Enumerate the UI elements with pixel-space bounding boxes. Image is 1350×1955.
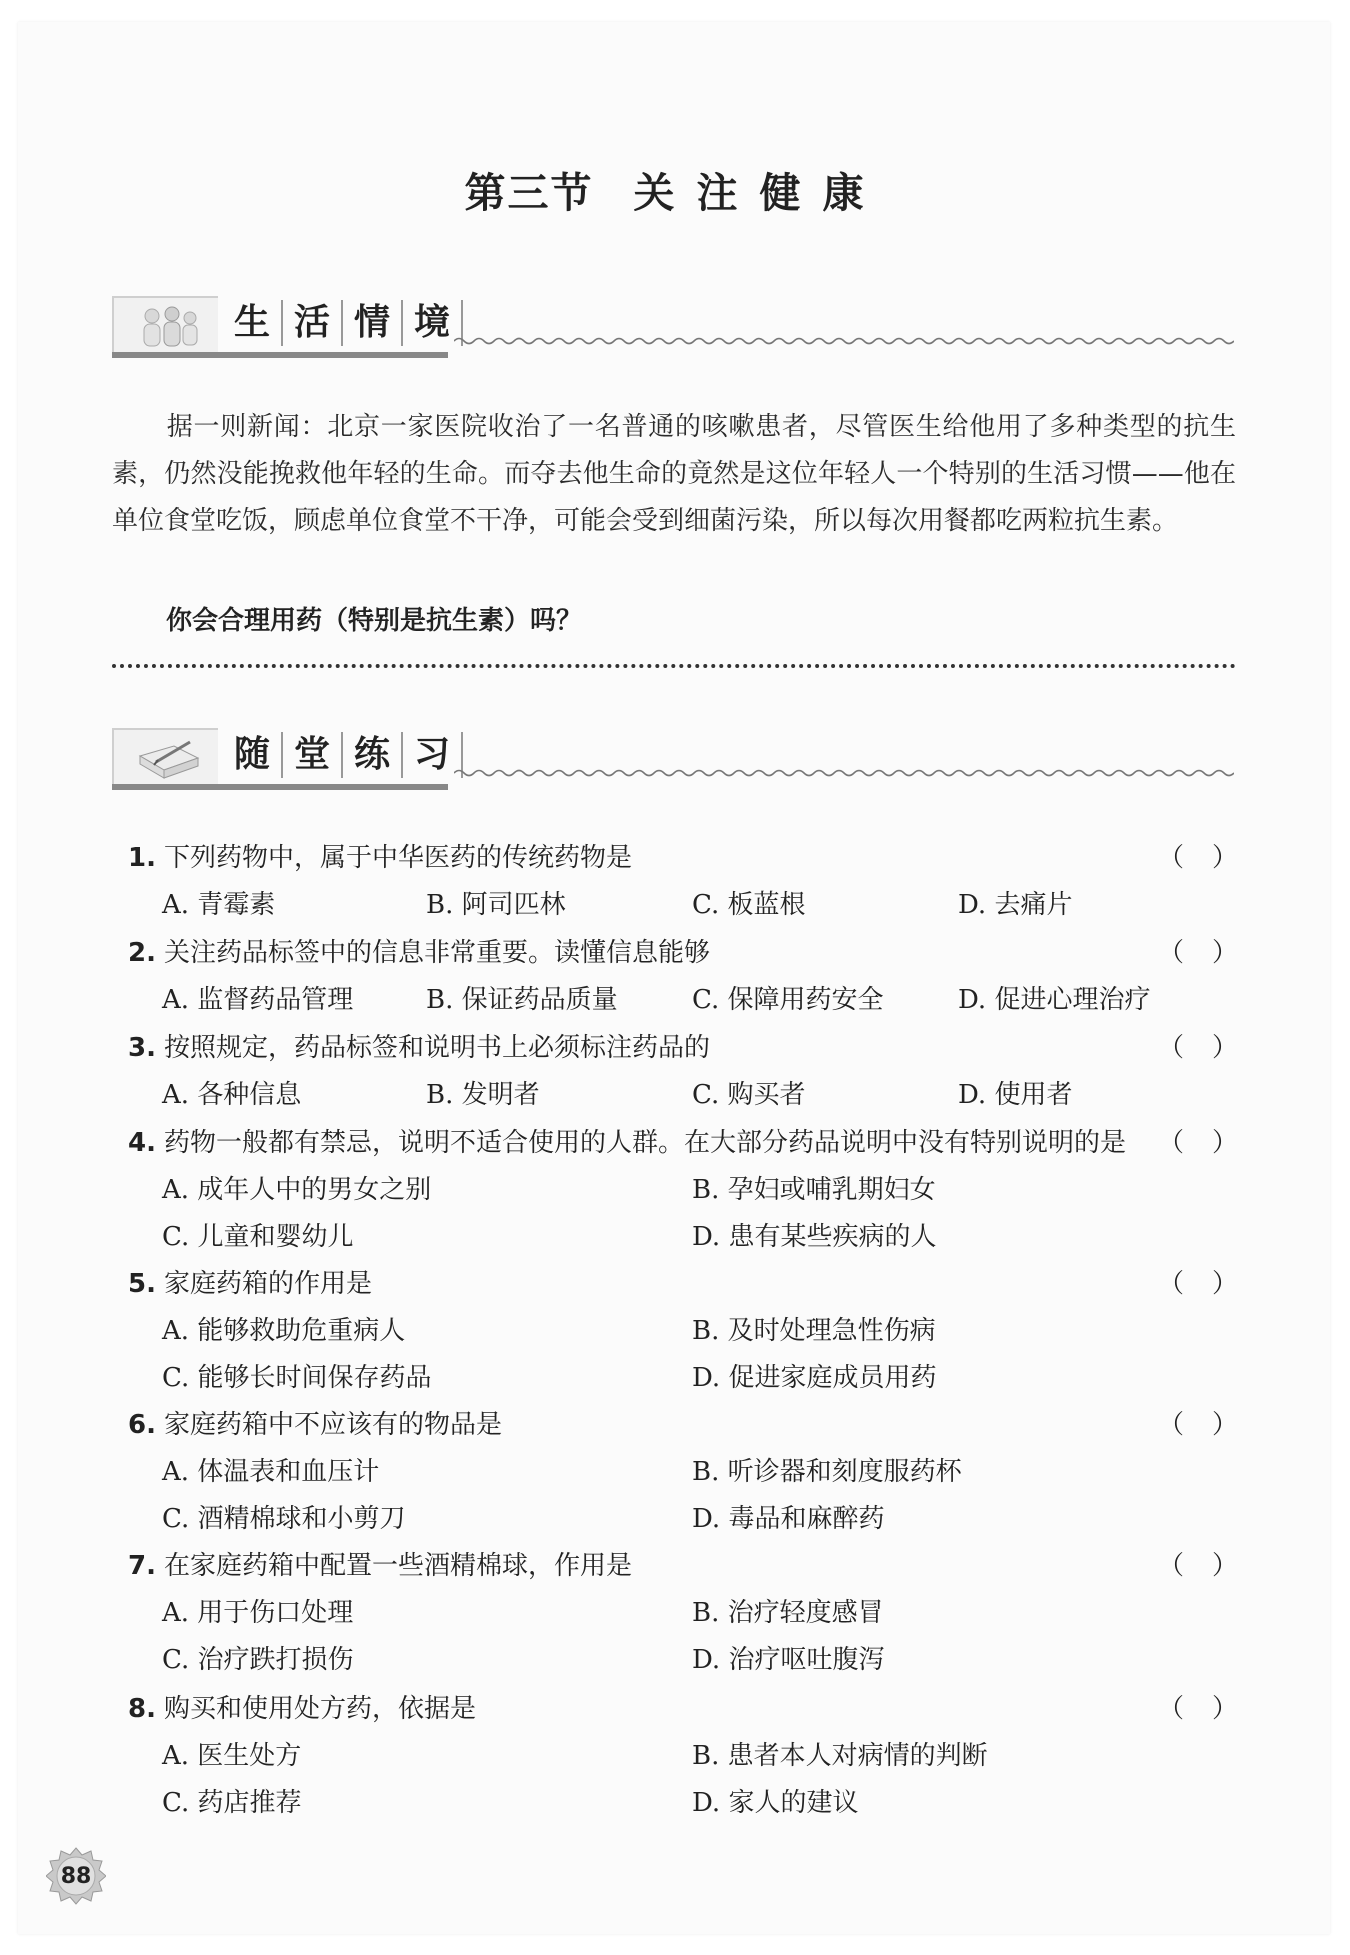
answer-paren-open: （ bbox=[1158, 1551, 1185, 1581]
answer-blank[interactable] bbox=[1158, 838, 1238, 878]
answer-option[interactable]: B. 听诊器和刻度服药杯 bbox=[692, 1457, 962, 1487]
answer-option[interactable]: C. 板蓝根 bbox=[692, 890, 806, 920]
answer-option[interactable]: D. 患有某些疾病的人 bbox=[692, 1222, 937, 1252]
question-number: 7. bbox=[128, 1551, 156, 1581]
answer-option[interactable]: B. 阿司匹林 bbox=[426, 890, 566, 920]
dotted-divider bbox=[112, 664, 1236, 668]
answer-option[interactable]: A. 成年人中的男女之别 bbox=[162, 1175, 432, 1205]
section-title-char: 练 bbox=[343, 732, 403, 778]
answer-paren-close: ） bbox=[1211, 1269, 1238, 1299]
question-stem bbox=[128, 1264, 1238, 1304]
section-title-char: 生 bbox=[230, 300, 283, 346]
answer-paren-open: （ bbox=[1158, 938, 1185, 968]
answer-option[interactable]: D. 治疗呕吐腹泻 bbox=[692, 1645, 885, 1675]
title-topic: 关注健康 bbox=[633, 169, 886, 217]
question-number: 6. bbox=[128, 1410, 156, 1440]
answer-paren-open: （ bbox=[1158, 1033, 1185, 1063]
answer-blank[interactable] bbox=[1158, 1546, 1238, 1586]
title-section-number: 第三节 bbox=[464, 169, 594, 217]
answer-option[interactable]: C. 保障用药安全 bbox=[692, 985, 884, 1015]
answer-option[interactable]: C. 购买者 bbox=[692, 1080, 806, 1110]
question-text: 家庭药箱中不应该有的物品是 bbox=[163, 1410, 502, 1440]
answer-option[interactable]: D. 促进家庭成员用药 bbox=[692, 1363, 937, 1393]
page-number: 88 bbox=[60, 1863, 92, 1889]
answer-blank[interactable] bbox=[1158, 1405, 1238, 1445]
answer-paren-open: （ bbox=[1158, 1694, 1185, 1724]
story-paragraph bbox=[112, 404, 1236, 545]
question-text: 购买和使用处方药，依据是 bbox=[163, 1694, 476, 1724]
section-title bbox=[230, 730, 463, 780]
section-underline bbox=[112, 352, 448, 358]
answer-paren-close: ） bbox=[1211, 1694, 1238, 1724]
question-text: 关注药品标签中的信息非常重要。读懂信息能够 bbox=[163, 938, 710, 968]
question-number: 1. bbox=[128, 843, 156, 873]
section-title-char: 随 bbox=[230, 732, 283, 778]
answer-paren-open: （ bbox=[1158, 1269, 1185, 1299]
answer-option[interactable]: B. 孕妇或哺乳期妇女 bbox=[692, 1175, 936, 1205]
section-header-practice bbox=[112, 728, 1236, 792]
question-number: 3. bbox=[128, 1033, 156, 1063]
people-icon bbox=[112, 296, 218, 356]
section-title-char: 境 bbox=[403, 300, 463, 346]
story-text: 据一则新闻：北京一家医院收治了一名普通的咳嗽患者，尽管医生给他用了多种类型的抗生素，仍然没能挽救他年轻的生命。而夺去他生命的竟然是这位年轻人一个特别的生活习惯——他在单位食堂吃饭，顾虑单位食堂不干净，可能会受到细菌污染，所以每次用餐都吃两粒抗生素。 bbox=[112, 412, 1236, 536]
question-number: 4. bbox=[128, 1128, 156, 1158]
answer-paren-open: （ bbox=[1158, 843, 1185, 873]
answer-option[interactable]: C. 能够长时间保存药品 bbox=[162, 1363, 432, 1393]
answer-option[interactable]: A. 用于伤口处理 bbox=[162, 1598, 354, 1628]
answer-blank[interactable] bbox=[1158, 1264, 1238, 1304]
notebook-pen-icon bbox=[112, 728, 218, 788]
wavy-divider bbox=[454, 334, 1234, 348]
section-title-char: 情 bbox=[343, 300, 403, 346]
story-question: 你会合理用药（特别是抗生素）吗？ bbox=[166, 606, 583, 636]
answer-option[interactable]: B. 患者本人对病情的判断 bbox=[692, 1741, 988, 1771]
answer-paren-close: ） bbox=[1211, 1410, 1238, 1440]
answer-option[interactable]: D. 毒品和麻醉药 bbox=[692, 1504, 885, 1534]
question-number: 5. bbox=[128, 1269, 156, 1299]
answer-paren-open: （ bbox=[1158, 1410, 1185, 1440]
answer-paren-open: （ bbox=[1158, 1128, 1185, 1158]
question-text: 下列药物中，属于中华医药的传统药物是 bbox=[163, 843, 632, 873]
answer-option[interactable]: A. 青霉素 bbox=[162, 890, 276, 920]
answer-option[interactable]: A. 能够救助危重病人 bbox=[162, 1316, 406, 1346]
answer-paren-close: ） bbox=[1211, 1551, 1238, 1581]
answer-paren-close: ） bbox=[1211, 1033, 1238, 1063]
answer-paren-close: ） bbox=[1211, 1128, 1238, 1158]
answer-option[interactable]: B. 发明者 bbox=[426, 1080, 540, 1110]
page-number-badge bbox=[46, 1846, 106, 1906]
question-text: 家庭药箱的作用是 bbox=[163, 1269, 372, 1299]
question-text: 药物一般都有禁忌，说明不适合使用的人群。在大部分药品说明中没有特别说明的是 bbox=[163, 1128, 1126, 1158]
answer-paren-close: ） bbox=[1211, 938, 1238, 968]
answer-blank[interactable] bbox=[1158, 1689, 1238, 1729]
answer-option[interactable]: D. 去痛片 bbox=[958, 890, 1073, 920]
answer-blank[interactable] bbox=[1158, 933, 1238, 973]
section-title bbox=[230, 298, 463, 348]
section-title-char: 堂 bbox=[283, 732, 343, 778]
question-stem bbox=[128, 1546, 1238, 1586]
section-header-life-scenario bbox=[112, 296, 1236, 360]
section-title-char: 活 bbox=[283, 300, 343, 346]
answer-option[interactable]: D. 使用者 bbox=[958, 1080, 1073, 1110]
answer-option[interactable]: C. 药店推荐 bbox=[162, 1788, 302, 1818]
answer-option[interactable]: D. 促进心理治疗 bbox=[958, 985, 1151, 1015]
answer-blank[interactable] bbox=[1158, 1123, 1238, 1163]
answer-option[interactable]: B. 治疗轻度感冒 bbox=[692, 1598, 884, 1628]
question-stem bbox=[128, 1028, 1238, 1068]
section-title-char: 习 bbox=[403, 732, 463, 778]
answer-option[interactable]: A. 各种信息 bbox=[162, 1080, 302, 1110]
question-number: 8. bbox=[128, 1694, 156, 1724]
answer-option[interactable]: C. 酒精棉球和小剪刀 bbox=[162, 1504, 406, 1534]
answer-blank[interactable] bbox=[1158, 1028, 1238, 1068]
question-stem bbox=[128, 838, 1238, 878]
answer-option[interactable]: D. 家人的建议 bbox=[692, 1788, 859, 1818]
question-text: 按照规定，药品标签和说明书上必须标注药品的 bbox=[163, 1033, 710, 1063]
answer-option[interactable]: A. 监督药品管理 bbox=[162, 985, 354, 1015]
answer-option[interactable]: C. 儿童和婴幼儿 bbox=[162, 1222, 354, 1252]
answer-option[interactable]: A. 医生处方 bbox=[162, 1741, 302, 1771]
answer-option[interactable]: C. 治疗跌打损伤 bbox=[162, 1645, 354, 1675]
question-text: 在家庭药箱中配置一些酒精棉球，作用是 bbox=[163, 1551, 632, 1581]
section-underline bbox=[112, 784, 448, 790]
question-number: 2. bbox=[128, 938, 156, 968]
question-stem bbox=[128, 1689, 1238, 1729]
answer-option[interactable]: B. 及时处理急性伤病 bbox=[692, 1316, 936, 1346]
wavy-divider bbox=[454, 766, 1234, 780]
answer-option[interactable]: A. 体温表和血压计 bbox=[162, 1457, 380, 1487]
page-title bbox=[0, 160, 1350, 219]
question-stem bbox=[128, 1405, 1238, 1445]
answer-option[interactable]: B. 保证药品质量 bbox=[426, 985, 618, 1015]
question-stem bbox=[128, 933, 1238, 973]
question-stem bbox=[128, 1123, 1238, 1163]
answer-paren-close: ） bbox=[1211, 843, 1238, 873]
